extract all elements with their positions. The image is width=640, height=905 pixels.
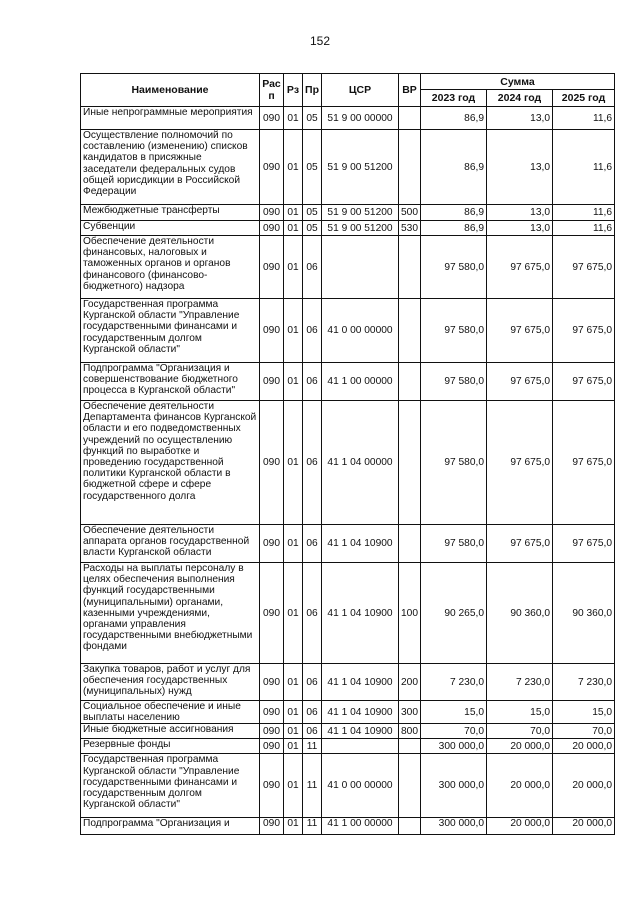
row-name: Расходы на выплаты персоналу в целях обеспечения выполнения функций государственными (муниципальными) органами, казенными учреждениями, органами управления государственными внебюджетными фондами <box>81 563 260 664</box>
row-name: Резервные фонды <box>81 739 260 754</box>
row-pr: 06 <box>303 724 322 739</box>
budget-table <box>80 73 615 835</box>
row-ras: 090 <box>260 299 284 363</box>
row-y2024: 13,0 <box>487 130 553 205</box>
table-row <box>81 299 615 363</box>
row-rz: 01 <box>284 299 303 363</box>
row-vr <box>399 401 421 525</box>
row-csr: 41 1 04 10900 <box>322 724 399 739</box>
row-csr: 41 0 00 00000 <box>322 299 399 363</box>
row-pr: 06 <box>303 701 322 724</box>
row-csr: 41 1 04 00000 <box>322 401 399 525</box>
row-pr: 11 <box>303 818 322 835</box>
row-name: Социальное обеспечение и иные выплаты населению <box>81 701 260 724</box>
row-rz: 01 <box>284 701 303 724</box>
row-rz: 01 <box>284 525 303 563</box>
row-y2025: 97 675,0 <box>553 401 615 525</box>
row-ras: 090 <box>260 664 284 701</box>
row-rz: 01 <box>284 664 303 701</box>
header-csr: ЦСР <box>322 74 399 107</box>
row-name: Иные непрограммные мероприятия <box>81 107 260 130</box>
header-2024: 2024 год <box>487 90 553 107</box>
row-y2023: 300 000,0 <box>421 739 487 754</box>
row-ras: 090 <box>260 739 284 754</box>
row-vr: 800 <box>399 724 421 739</box>
row-y2025: 97 675,0 <box>553 299 615 363</box>
row-y2023: 300 000,0 <box>421 754 487 818</box>
row-rz: 01 <box>284 236 303 299</box>
table-row <box>81 107 615 130</box>
row-y2024: 20 000,0 <box>487 818 553 835</box>
row-rz: 01 <box>284 401 303 525</box>
row-y2024: 90 360,0 <box>487 563 553 664</box>
row-ras: 090 <box>260 701 284 724</box>
row-csr: 41 1 00 00000 <box>322 818 399 835</box>
row-csr: 41 1 04 10900 <box>322 525 399 563</box>
row-name: Осуществление полномочий по составлению (изменению) списков кандидатов в присяжные заседатели федеральных судов общей юрисдикции в Российской Федерации <box>81 130 260 205</box>
row-pr: 06 <box>303 236 322 299</box>
row-ras: 090 <box>260 724 284 739</box>
header-2023: 2023 год <box>421 90 487 107</box>
row-rz: 01 <box>284 205 303 221</box>
row-y2023: 7 230,0 <box>421 664 487 701</box>
row-y2023: 97 580,0 <box>421 401 487 525</box>
row-y2024: 97 675,0 <box>487 525 553 563</box>
row-y2025: 97 675,0 <box>553 363 615 401</box>
row-y2025: 11,6 <box>553 205 615 221</box>
row-vr <box>399 818 421 835</box>
row-rz: 01 <box>284 363 303 401</box>
row-rz: 01 <box>284 130 303 205</box>
row-pr: 06 <box>303 363 322 401</box>
row-csr: 51 9 00 00000 <box>322 107 399 130</box>
row-y2023: 15,0 <box>421 701 487 724</box>
row-vr: 200 <box>399 664 421 701</box>
table-row <box>81 205 615 221</box>
row-y2024: 97 675,0 <box>487 236 553 299</box>
header-name: Наименование <box>81 74 260 107</box>
row-csr: 41 1 04 10900 <box>322 563 399 664</box>
row-y2024: 13,0 <box>487 221 553 236</box>
row-pr: 06 <box>303 525 322 563</box>
row-y2025: 11,6 <box>553 221 615 236</box>
row-csr: 51 9 00 51200 <box>322 221 399 236</box>
row-vr <box>399 130 421 205</box>
row-ras: 090 <box>260 221 284 236</box>
header-pr: Пр <box>303 74 322 107</box>
row-y2024: 13,0 <box>487 205 553 221</box>
row-ras: 090 <box>260 363 284 401</box>
row-name: Государственная программа Курганской области "Управление государственными финансами и государственным долгом Курганской области" <box>81 754 260 818</box>
row-y2024: 97 675,0 <box>487 401 553 525</box>
row-y2025: 7 230,0 <box>553 664 615 701</box>
table-row <box>81 401 615 525</box>
row-y2024: 97 675,0 <box>487 363 553 401</box>
row-vr: 530 <box>399 221 421 236</box>
header-2025: 2025 год <box>553 90 615 107</box>
row-ras: 090 <box>260 236 284 299</box>
row-csr: 41 1 00 00000 <box>322 363 399 401</box>
row-csr: 41 0 00 00000 <box>322 754 399 818</box>
table-row <box>81 701 615 724</box>
row-name: Субвенции <box>81 221 260 236</box>
row-csr <box>322 739 399 754</box>
row-vr: 300 <box>399 701 421 724</box>
row-ras: 090 <box>260 818 284 835</box>
row-rz: 01 <box>284 107 303 130</box>
row-y2023: 70,0 <box>421 724 487 739</box>
row-y2024: 20 000,0 <box>487 739 553 754</box>
table-row <box>81 363 615 401</box>
row-rz: 01 <box>284 754 303 818</box>
row-pr: 11 <box>303 754 322 818</box>
row-ras: 090 <box>260 401 284 525</box>
row-pr: 05 <box>303 130 322 205</box>
table-row <box>81 236 615 299</box>
row-rz: 01 <box>284 739 303 754</box>
row-pr: 06 <box>303 401 322 525</box>
row-y2023: 86,9 <box>421 205 487 221</box>
table-row <box>81 130 615 205</box>
row-y2024: 70,0 <box>487 724 553 739</box>
row-y2025: 11,6 <box>553 107 615 130</box>
row-y2023: 97 580,0 <box>421 299 487 363</box>
row-name: Государственная программа Курганской области "Управление государственными финансами и государственным долгом Курганской области" <box>81 299 260 363</box>
row-y2025: 97 675,0 <box>553 236 615 299</box>
table-row <box>81 754 615 818</box>
row-y2025: 70,0 <box>553 724 615 739</box>
row-pr: 06 <box>303 563 322 664</box>
row-y2025: 20 000,0 <box>553 754 615 818</box>
table-row <box>81 739 615 754</box>
row-y2023: 86,9 <box>421 107 487 130</box>
row-name: Обеспечение деятельности финансовых, налоговых и таможенных органов и органов финансового (финансово-бюджетного) надзора <box>81 236 260 299</box>
row-rz: 01 <box>284 818 303 835</box>
table-row <box>81 818 615 835</box>
row-name: Обеспечение деятельности Департамента финансов Курганской области и его подведомственных учреждений по осуществлению функций по выработке и проведению государственной политики Курганской области в бюджетной сфере и сфере государственного долга <box>81 401 260 525</box>
header-rz: Рз <box>284 74 303 107</box>
row-vr <box>399 236 421 299</box>
row-y2025: 20 000,0 <box>553 739 615 754</box>
row-y2024: 13,0 <box>487 107 553 130</box>
row-ras: 090 <box>260 754 284 818</box>
row-vr <box>399 754 421 818</box>
row-name: Закупка товаров, работ и услуг для обеспечения государственных (муниципальных) нужд <box>81 664 260 701</box>
row-y2023: 97 580,0 <box>421 525 487 563</box>
row-y2025: 90 360,0 <box>553 563 615 664</box>
header-ras: Рас п <box>260 74 284 107</box>
row-y2023: 300 000,0 <box>421 818 487 835</box>
row-pr: 05 <box>303 205 322 221</box>
row-y2025: 11,6 <box>553 130 615 205</box>
row-y2023: 90 265,0 <box>421 563 487 664</box>
row-vr <box>399 525 421 563</box>
row-ras: 090 <box>260 107 284 130</box>
row-csr <box>322 236 399 299</box>
row-ras: 090 <box>260 130 284 205</box>
page-number: 152 <box>309 34 331 48</box>
row-pr: 06 <box>303 664 322 701</box>
table-row <box>81 525 615 563</box>
row-y2025: 20 000,0 <box>553 818 615 835</box>
row-name: Межбюджетные трансферты <box>81 205 260 221</box>
row-vr: 500 <box>399 205 421 221</box>
row-y2024: 20 000,0 <box>487 754 553 818</box>
row-rz: 01 <box>284 221 303 236</box>
row-vr: 100 <box>399 563 421 664</box>
row-pr: 05 <box>303 221 322 236</box>
row-vr <box>399 299 421 363</box>
row-y2023: 97 580,0 <box>421 363 487 401</box>
header-sum: Сумма <box>421 74 615 90</box>
row-ras: 090 <box>260 563 284 664</box>
table-row <box>81 724 615 739</box>
row-pr: 11 <box>303 739 322 754</box>
row-csr: 51 9 00 51200 <box>322 205 399 221</box>
row-y2023: 97 580,0 <box>421 236 487 299</box>
row-csr: 41 1 04 10900 <box>322 664 399 701</box>
row-y2023: 86,9 <box>421 221 487 236</box>
table-row <box>81 221 615 236</box>
row-y2025: 15,0 <box>553 701 615 724</box>
row-vr <box>399 739 421 754</box>
row-ras: 090 <box>260 205 284 221</box>
row-vr <box>399 363 421 401</box>
row-name: Обеспечение деятельности аппарата органов государственной власти Курганской области <box>81 525 260 563</box>
table-row <box>81 664 615 701</box>
row-rz: 01 <box>284 563 303 664</box>
row-vr <box>399 107 421 130</box>
row-y2024: 7 230,0 <box>487 664 553 701</box>
row-csr: 41 1 04 10900 <box>322 701 399 724</box>
row-y2025: 97 675,0 <box>553 525 615 563</box>
row-y2024: 97 675,0 <box>487 299 553 363</box>
row-y2023: 86,9 <box>421 130 487 205</box>
row-ras: 090 <box>260 525 284 563</box>
row-csr: 51 9 00 51200 <box>322 130 399 205</box>
header-vr: ВР <box>399 74 421 107</box>
row-pr: 06 <box>303 299 322 363</box>
row-pr: 05 <box>303 107 322 130</box>
table-row <box>81 563 615 664</box>
row-name: Иные бюджетные ассигнования <box>81 724 260 739</box>
row-name: Подпрограмма "Организация и совершенствование бюджетного процесса в Курганской области" <box>81 363 260 401</box>
row-rz: 01 <box>284 724 303 739</box>
row-y2024: 15,0 <box>487 701 553 724</box>
row-name: Подпрограмма "Организация и <box>81 818 260 835</box>
